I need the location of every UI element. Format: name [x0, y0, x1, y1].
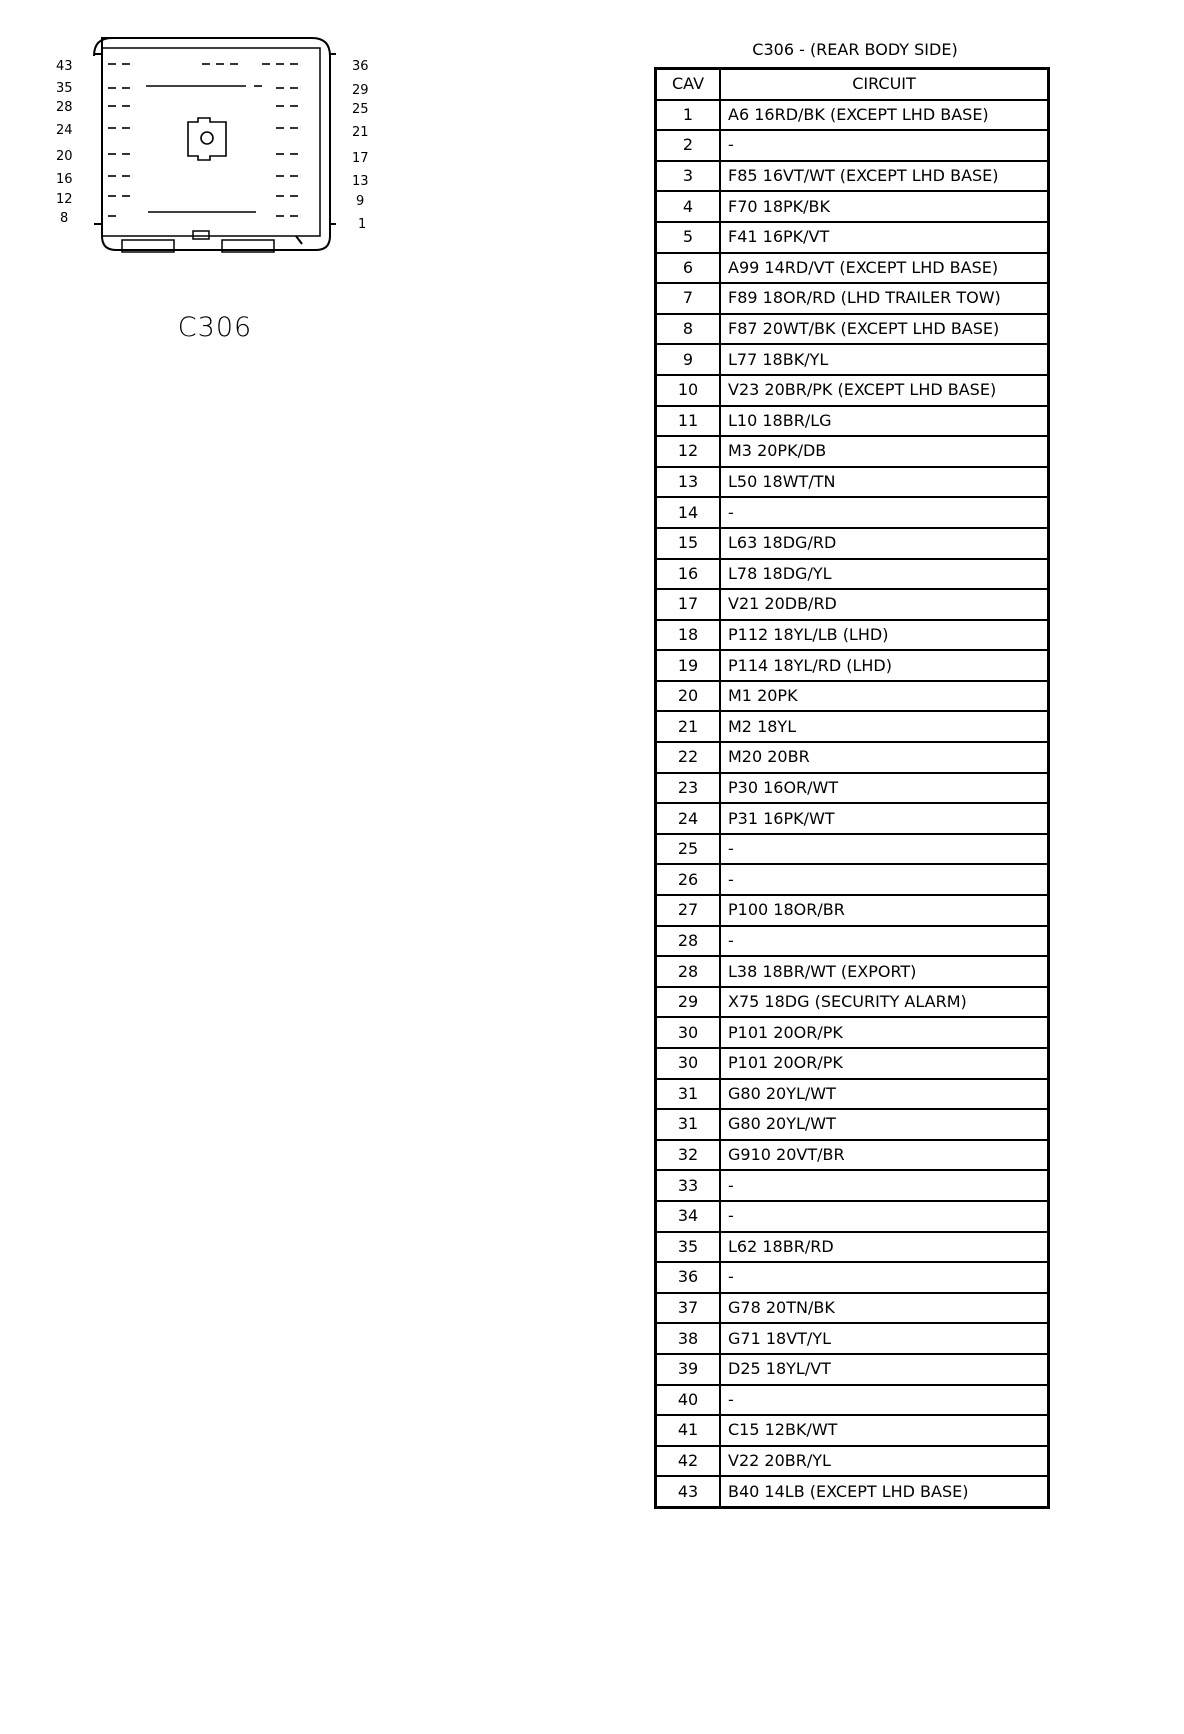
- table-row: [656, 681, 1049, 712]
- table-body: [656, 100, 1049, 1508]
- circuit-cell: P30 16OR/WT: [720, 773, 1049, 804]
- cav-cell: 37: [656, 1293, 721, 1324]
- cav-cell: 28: [656, 956, 721, 987]
- table-row: [656, 130, 1049, 161]
- circuit-cell: D25 18YL/VT: [720, 1354, 1049, 1385]
- pin-label: 12: [56, 192, 73, 207]
- table-row: [656, 191, 1049, 222]
- cav-cell: 14: [656, 497, 721, 528]
- circuit-cell: M20 20BR: [720, 742, 1049, 773]
- connector-name: C306: [177, 312, 253, 343]
- circuit-cell: P101 20OR/PK: [720, 1048, 1049, 1079]
- circuit-cell: B40 14LB (EXCEPT LHD BASE): [720, 1476, 1049, 1507]
- pin-label: 24: [56, 123, 73, 138]
- pin-label: 1: [358, 217, 367, 232]
- circuit-cell: L62 18BR/RD: [720, 1232, 1049, 1263]
- cav-cell: 27: [656, 895, 721, 926]
- circuit-cell: V22 20BR/YL: [720, 1446, 1049, 1477]
- circuit-cell: -: [720, 130, 1049, 161]
- table-row: [656, 375, 1049, 406]
- cav-cell: 5: [656, 222, 721, 253]
- cav-cell: 38: [656, 1323, 721, 1354]
- cav-cell: 4: [656, 191, 721, 222]
- cav-cell: 25: [656, 834, 721, 865]
- table-row: [656, 1354, 1049, 1385]
- circuit-cell: P114 18YL/RD (LHD): [720, 650, 1049, 681]
- table-row: [656, 467, 1049, 498]
- cav-cell: 26: [656, 864, 721, 895]
- table-row: [656, 956, 1049, 987]
- terminal-dashes: [108, 64, 298, 216]
- cav-cell: 40: [656, 1385, 721, 1416]
- circuit-cell: X75 18DG (SECURITY ALARM): [720, 987, 1049, 1018]
- table-row: [656, 1293, 1049, 1324]
- table-row: [656, 283, 1049, 314]
- pin-label: 36: [352, 59, 369, 74]
- cav-cell: 20: [656, 681, 721, 712]
- circuit-cell: G78 20TN/BK: [720, 1293, 1049, 1324]
- cav-cell: 1: [656, 100, 721, 131]
- table-row: [656, 589, 1049, 620]
- table-row: [656, 1017, 1049, 1048]
- table-row: [656, 987, 1049, 1018]
- cav-cell: 22: [656, 742, 721, 773]
- pin-label: 16: [56, 172, 73, 187]
- circuit-cell: G71 18VT/YL: [720, 1323, 1049, 1354]
- table-row: [656, 528, 1049, 559]
- table-title: C306 - (REAR BODY SIDE): [752, 40, 958, 59]
- circuit-cell: M1 20PK: [720, 681, 1049, 712]
- pin-label: 25: [352, 102, 369, 117]
- circuit-cell: G80 20YL/WT: [720, 1109, 1049, 1140]
- cav-cell: 17: [656, 589, 721, 620]
- cav-cell: 7: [656, 283, 721, 314]
- pin-label: 35: [56, 81, 73, 96]
- table-row: [656, 620, 1049, 651]
- table-row: [656, 1323, 1049, 1354]
- table-row: [656, 1262, 1049, 1293]
- table-row: [656, 1201, 1049, 1232]
- cav-cell: 8: [656, 314, 721, 345]
- table-row: [656, 222, 1049, 253]
- circuit-cell: C15 12BK/WT: [720, 1415, 1049, 1446]
- pin-label: 29: [352, 83, 369, 98]
- cav-cell: 32: [656, 1140, 721, 1171]
- pin-label: 9: [356, 194, 365, 209]
- cav-cell: 9: [656, 344, 721, 375]
- pin-label: 43: [56, 59, 73, 74]
- circuit-cell: F70 18PK/BK: [720, 191, 1049, 222]
- circuit-cell: P101 20OR/PK: [720, 1017, 1049, 1048]
- circuit-cell: M2 18YL: [720, 711, 1049, 742]
- table-row: [656, 253, 1049, 284]
- circuit-cell: L50 18WT/TN: [720, 467, 1049, 498]
- circuit-cell: L63 18DG/RD: [720, 528, 1049, 559]
- circuit-cell: -: [720, 864, 1049, 895]
- table-row: [656, 864, 1049, 895]
- circuit-cell: V23 20BR/PK (EXCEPT LHD BASE): [720, 375, 1049, 406]
- cav-cell: 3: [656, 161, 721, 192]
- circuit-cell: L77 18BK/YL: [720, 344, 1049, 375]
- cav-cell: 33: [656, 1170, 721, 1201]
- table-row: [656, 1109, 1049, 1140]
- pin-label: 21: [352, 125, 369, 140]
- cav-cell: 19: [656, 650, 721, 681]
- cav-cell: 24: [656, 803, 721, 834]
- cav-cell: 28: [656, 926, 721, 957]
- table-row: [656, 1170, 1049, 1201]
- circuit-cell: G80 20YL/WT: [720, 1079, 1049, 1110]
- cav-cell: 31: [656, 1079, 721, 1110]
- circuit-cell: -: [720, 1201, 1049, 1232]
- circuit-cell: F89 18OR/RD (LHD TRAILER TOW): [720, 283, 1049, 314]
- table-row: [656, 1385, 1049, 1416]
- cav-cell: 18: [656, 620, 721, 651]
- cav-cell: 16: [656, 559, 721, 590]
- table-row: [656, 803, 1049, 834]
- circuit-cell: -: [720, 1170, 1049, 1201]
- table-row: [656, 314, 1049, 345]
- circuit-cell: P100 18OR/BR: [720, 895, 1049, 926]
- table-row: [656, 559, 1049, 590]
- circuit-cell: L78 18DG/YL: [720, 559, 1049, 590]
- cav-cell: 30: [656, 1048, 721, 1079]
- circuit-cell: F41 16PK/VT: [720, 222, 1049, 253]
- cavity-circuit-table: [654, 67, 1050, 1509]
- cav-cell: 21: [656, 711, 721, 742]
- cav-cell: 36: [656, 1262, 721, 1293]
- circuit-cell: -: [720, 1262, 1049, 1293]
- circuit-cell: L10 18BR/LG: [720, 406, 1049, 437]
- table-row: [656, 100, 1049, 131]
- connector-center-key: [188, 118, 226, 160]
- circuit-cell: P112 18YL/LB (LHD): [720, 620, 1049, 651]
- cav-cell: 12: [656, 436, 721, 467]
- cav-cell: 13: [656, 467, 721, 498]
- table-row: [656, 742, 1049, 773]
- table-row: [656, 344, 1049, 375]
- cav-cell: 31: [656, 1109, 721, 1140]
- table-row: [656, 895, 1049, 926]
- circuit-cell: M3 20PK/DB: [720, 436, 1049, 467]
- cav-cell: 2: [656, 130, 721, 161]
- circuit-cell: -: [720, 926, 1049, 957]
- table-row: [656, 1446, 1049, 1477]
- cav-cell: 43: [656, 1476, 721, 1507]
- circuit-header: CIRCUIT: [720, 69, 1049, 100]
- table-row: [656, 1476, 1049, 1507]
- table-row: [656, 1415, 1049, 1446]
- table-row: [656, 497, 1049, 528]
- circuit-cell: -: [720, 1385, 1049, 1416]
- table-row: [656, 711, 1049, 742]
- cav-cell: 23: [656, 773, 721, 804]
- circuit-cell: L38 18BR/WT (EXPORT): [720, 956, 1049, 987]
- pin-label: 28: [56, 100, 73, 115]
- table-row: [656, 406, 1049, 437]
- circuit-cell: P31 16PK/WT: [720, 803, 1049, 834]
- cav-cell: 10: [656, 375, 721, 406]
- cav-cell: 6: [656, 253, 721, 284]
- circuit-cell: F85 16VT/WT (EXCEPT LHD BASE): [720, 161, 1049, 192]
- cav-cell: 29: [656, 987, 721, 1018]
- table-row: [656, 1079, 1049, 1110]
- table-row: [656, 1232, 1049, 1263]
- cav-cell: 34: [656, 1201, 721, 1232]
- table-row: [656, 834, 1049, 865]
- cav-cell: 35: [656, 1232, 721, 1263]
- circuit-cell: -: [720, 834, 1049, 865]
- circuit-cell: -: [720, 497, 1049, 528]
- table-row: [656, 1140, 1049, 1171]
- pin-label: 13: [352, 174, 369, 189]
- connector-outline: [102, 38, 330, 250]
- cav-cell: 11: [656, 406, 721, 437]
- table-row: [656, 773, 1049, 804]
- table-row: [656, 161, 1049, 192]
- table-header-row: [656, 69, 1049, 100]
- cav-header: CAV: [656, 69, 721, 100]
- circuit-cell: A99 14RD/VT (EXCEPT LHD BASE): [720, 253, 1049, 284]
- table-row: [656, 650, 1049, 681]
- pin-label: 8: [60, 211, 69, 226]
- circuit-cell: G910 20VT/BR: [720, 1140, 1049, 1171]
- cav-cell: 41: [656, 1415, 721, 1446]
- cav-cell: 15: [656, 528, 721, 559]
- circuit-cell: F87 20WT/BK (EXCEPT LHD BASE): [720, 314, 1049, 345]
- connector-diagram: [50, 30, 390, 290]
- cav-cell: 30: [656, 1017, 721, 1048]
- pin-label: 20: [56, 149, 73, 164]
- circuit-cell: A6 16RD/BK (EXCEPT LHD BASE): [720, 100, 1049, 131]
- pin-label: 17: [352, 151, 369, 166]
- circuit-cell: V21 20DB/RD: [720, 589, 1049, 620]
- cav-cell: 39: [656, 1354, 721, 1385]
- table-row: [656, 436, 1049, 467]
- table-row: [656, 1048, 1049, 1079]
- table-row: [656, 926, 1049, 957]
- cav-cell: 42: [656, 1446, 721, 1477]
